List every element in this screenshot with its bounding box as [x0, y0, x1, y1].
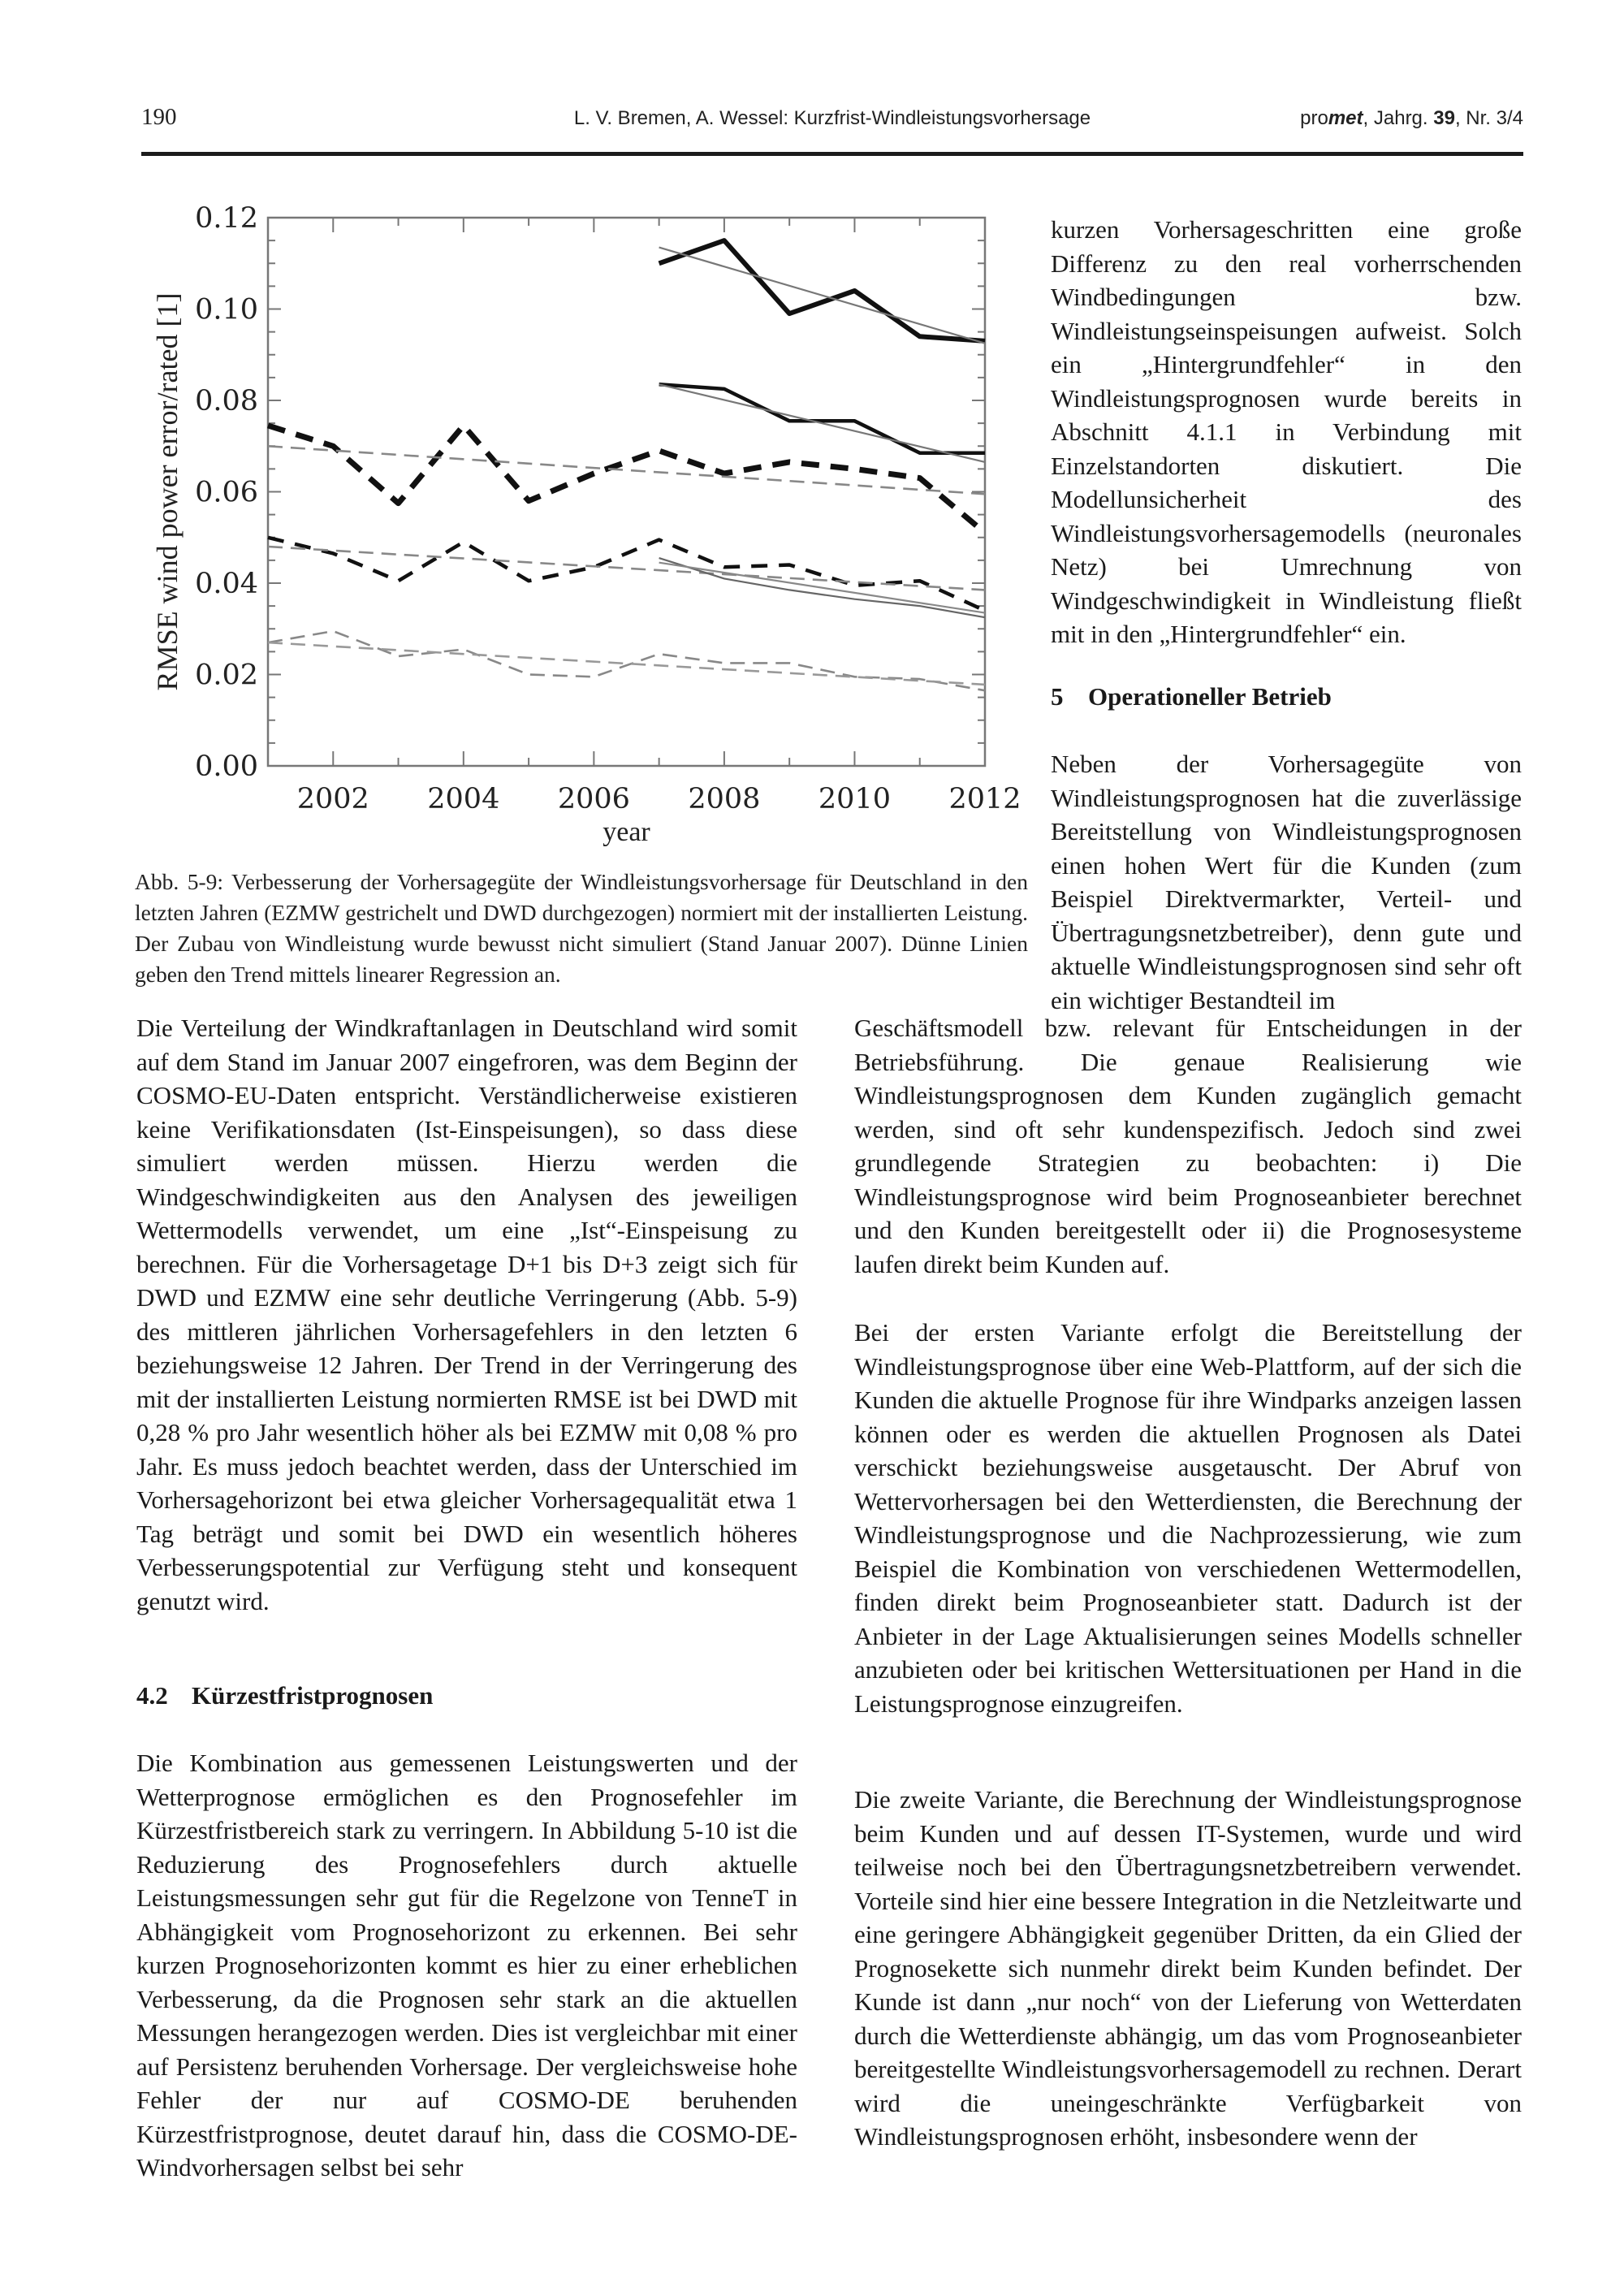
series-line: [659, 240, 985, 341]
paragraph-section5-intro: [1051, 747, 1522, 1017]
y-tick-label: 0.12: [195, 202, 258, 235]
y-axis-label: RMSE wind power error/rated [1]: [151, 292, 184, 691]
paragraph-text: Bei der ersten Variante erfolgt die Bereitstellung der Windleistungsprognose über eine Web-Plattform, auf der sich die Kunden die aktuelle Prognose für ihre Windparks anzeigen lassen können oder es werden die aktuellen Prognosen als Datei verschickt beziehungsweise ausgetauscht. Der Abruf von Wettervorhersagen bei den Wetterdiensten, die Berechnung der Windleistungsprognose und die Nachprozessierung, wie zum Beispiel die Kombination von verschiedenen Wettermodellen, finden direkt beim Prognoseanbieter statt. Dadurch ist der Anbieter in der Lage Aktualisierungen seines Modells schneller anzubieten oder bei kritischen Wettersituationen per Hand in die Leistungsprognose einzugreifen.: [854, 1318, 1522, 1718]
paragraph-text: Geschäftsmodell bzw. relevant für Entscheidungen in der Betriebsführung. Die genaue Realisierung wie Windleistungsprognosen dem Kunden zugänglich gemacht werden, sind oft sehr kundenspezifisch. Jedoch sind zwei grundlegende Strategien zu beobachten: i) Die Windleistungsprognose wird beim Prognoseanbieter berechnet und den Kunden bereitgestellt oder ii) die Prognosesysteme laufen direkt beim Kunden auf.: [854, 1014, 1522, 1278]
series-line: [659, 384, 985, 462]
x-tick-label: 2008: [688, 783, 761, 815]
y-tick-label: 0.10: [195, 293, 258, 326]
paragraph-text: kurzen Vorhersageschritten eine große Differenz zu den real vorherrschenden Windbedingungen bzw. Windleistungseinspeisungen aufweist. Solch ein „Hintergrundfehler“ in den Windleistungsprognosen wurde bereits in Abschnitt 4.1.1 in Verbindung mit Einzelstandorten diskutiert. Die Modellunsicherheit des Windleistungsvorhersagemodells (neuronales Netz) bei Umrechnung von Windgeschwindigkeit in Windleistung fließt mit in den „Hintergrundfehler“ ein.: [1051, 215, 1522, 648]
line-chart: [146, 199, 1039, 865]
y-tick-label: 0.04: [195, 568, 258, 600]
section-heading-4-2: [136, 1681, 797, 1710]
x-tick-label: 2002: [296, 783, 369, 815]
x-tick-label: 2010: [818, 783, 891, 815]
y-tick-label: 0.02: [195, 659, 258, 692]
y-tick-label: 0.00: [195, 750, 258, 783]
section-title: Kürzestfristprognosen: [192, 1681, 434, 1710]
series-line: [268, 631, 985, 690]
x-tick-label: 2004: [427, 783, 500, 815]
paragraph-section5-variant2: [854, 1783, 1522, 2154]
paragraph-text: Die Kombination aus gemessenen Leistungswerten und der Wetterprognose ermöglichen es den Prognosefehler im Kürzestfristbereich stark zu verringern. In Abbildung 5-10 ist die Reduzierung des Prognosefehlers durch aktuelle Leistungsmessungen sehr gut für die Regelzone von TenneT in Abhängigkeit vom Prognosehorizont zu erkennen. Bei sehr kurzen Prognosehorizonten kommt es hier zu einer erheblichen Verbesserung, da die Prognosen sehr stark an die aktuellen Messungen herangezogen werden. Dies ist vergleichbar mit einer auf Persistenz beruhenden Vorhersage. Der vergleichsweise hohe Fehler der nur auf COSMO-DE beruhenden Kürzestfristprognose, deutet darauf hin, dass die COSMO-DE-Windvorhersagen selbst bei sehr: [136, 1749, 797, 2181]
series-line: [268, 426, 985, 533]
y-tick-label: 0.06: [195, 476, 258, 509]
paragraph-text: Die zweite Variante, die Berechnung der Windleistungsprognose beim Kunden und auf dessen IT-Systemen, wurde und wird teilweise noch bei den Übertragungsnetzbetreibern verwendet. Vorteile sind hier eine bessere Integration in die Netzleitwarte und eine geringere Abhängigkeit gegenüber Dritten, da ein Glied der Prognosekette sich nunmehr direkt beim Kunden befindet. Der Kunde ist dann „nur noch“ von der Lieferung von Wetterdaten durch die Wetterdienste abhängig, um das vom Prognoseanbieter bereitgestellte Windleistungsvorhersagemodell zu rechnen. Derart wird die uneingeschränkte Verfügbarkeit von Windleistungsprognosen erhöht, insbesondere wenn der: [854, 1785, 1522, 2151]
plot-frame: [268, 218, 985, 766]
series-line: [659, 384, 985, 452]
paragraph-section5-variant1: [854, 1316, 1522, 1720]
paragraph-section5-continued: [854, 1011, 1522, 1281]
section-number: 5: [1051, 682, 1064, 711]
figure-rmse-chart: [146, 199, 1039, 865]
paragraph-left-1: [136, 1011, 797, 1618]
paragraph-text: Neben der Vorhersagegüte von Windleistungsprognosen hat die zuverlässige Bereitstellung von Windleistungsprognosen einen hohen Wert für die Kunden (zum Beispiel Direktvermarkter, Verteil- und Übertragungsnetzbetreiber), denn gute und aktuelle Windleistungsprognosen sind sehr oft ein wichtiger Bestandteil im: [1051, 750, 1522, 1014]
paragraph-text: Die Verteilung der Windkraftanlagen in Deutschland wird somit auf dem Stand im Januar 2007 eingefroren, was dem Beginn der COSMO-EU-Daten entspricht. Verständlicherweise existieren keine Verifikationsdaten (Ist-Einspeisungen), so dass diese simuliert werden müssen. Hierzu werden die Windgeschwindigkeiten aus den Analysen des jeweiligen Wettermodells verwendet, um eine „Ist“-Einspeisung zu berechnen. Für die Vorhersagetage D+1 bis D+3 zeigt sich für DWD und EZMW eine sehr deutliche Verringerung (Abb. 5-9) des mittleren jährlichen Vorhersagefehlers in den letzten 6 beziehungsweise 12 Jahren. Der Trend in der Verringerung des mit der installierten Leistung normierten RMSE ist bei DWD mit 0,28 % pro Jahr wesentlich höher als bei EZMW mit 0,08 % pro Jahr. Es muss jedoch beachtet werden, dass der Unterschied im Vorhersagehorizont bei etwa gleicher Vorhersagequalität etwa 1 Tag beträgt und somit bei DWD ein wesentlich höheres Verbesserungspotential zur Verfügung steht und konsequent genutzt wird.: [136, 1014, 797, 1615]
paragraph-right-top: [1051, 213, 1522, 651]
x-tick-label: 2012: [948, 783, 1021, 815]
section-number: 4.2: [136, 1681, 168, 1710]
x-tick-label: 2006: [557, 783, 630, 815]
paragraph-left-2: [136, 1746, 797, 2185]
running-head: [141, 104, 1523, 136]
y-tick-label: 0.08: [195, 385, 258, 417]
series-line: [268, 538, 985, 611]
section-title: Operationeller Betrieb: [1088, 682, 1332, 711]
figure-caption: Abb. 5-9: Verbesserung der Vorhersagegüte der Windleistungsvorhersage für Deutschland in den letzten Jahren (EZMW gestrichelt und DWD durchgezogen) normiert mit der installierten Leistung. Der Zubau von Windleistung wurde bewusst nicht simuliert (Stand Januar 2007). Dünne Linien geben den Trend mittels linearer Regression an.: [135, 869, 1028, 987]
section-heading-5: [1051, 682, 1522, 711]
x-axis-label: year: [603, 817, 650, 847]
header-rule: [141, 152, 1523, 156]
page-number: 190: [141, 104, 177, 130]
running-title: L. V. Bremen, A. Wessel: Kurzfrist-Windleistungsvorhersage: [573, 107, 1091, 129]
series-line: [659, 248, 985, 344]
journal-reference: promet, Jahrg. 39, Nr. 3/4: [1300, 107, 1523, 129]
